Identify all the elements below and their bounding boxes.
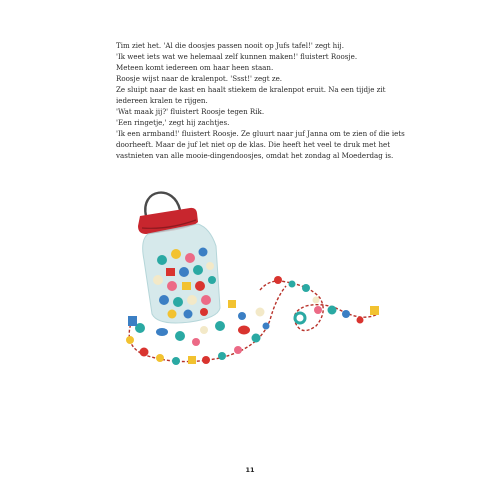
story-line: 'Een ringetje,' zegt hij zachtjes. — [116, 118, 230, 127]
story-line: Roosje wijst naar de kralenpot. 'Ssst!' zegt ze. — [116, 74, 283, 83]
story-line: 'Wat maak jij?' fluistert Roosje tegen Rik. — [116, 107, 265, 116]
story-text — [116, 40, 406, 161]
bead-jar-illustration — [110, 180, 400, 380]
string-beads-right — [274, 276, 379, 324]
story-line: 'Ik weet iets wat we helemaal zelf kunnen maken!' fluistert Roosje. — [116, 52, 358, 61]
story-line: 'Ik een armband!' fluistert Roosje. Ze gluurt naar juf Janna om te zien of die iets doorheeft. Maar de juf let niet op de klas. Die heeft het veel te druk met het vastnieten van alle mooie-dingendoosjes, omdat het zondag al Moederdag is. — [116, 129, 405, 160]
story-line: Meteen komt iedereen om haar heen staan. — [116, 63, 274, 72]
page-number: 11 — [245, 466, 255, 474]
story-line: Ze sluipt naar de kast en haalt stiekem de kralenpot eruit. Na een tijdje zit iedereen kralen te rijgen. — [116, 85, 386, 105]
story-line: Tim ziet het. 'Al die doosjes passen nooit op Jufs tafel!' zegt hij. — [116, 41, 344, 50]
